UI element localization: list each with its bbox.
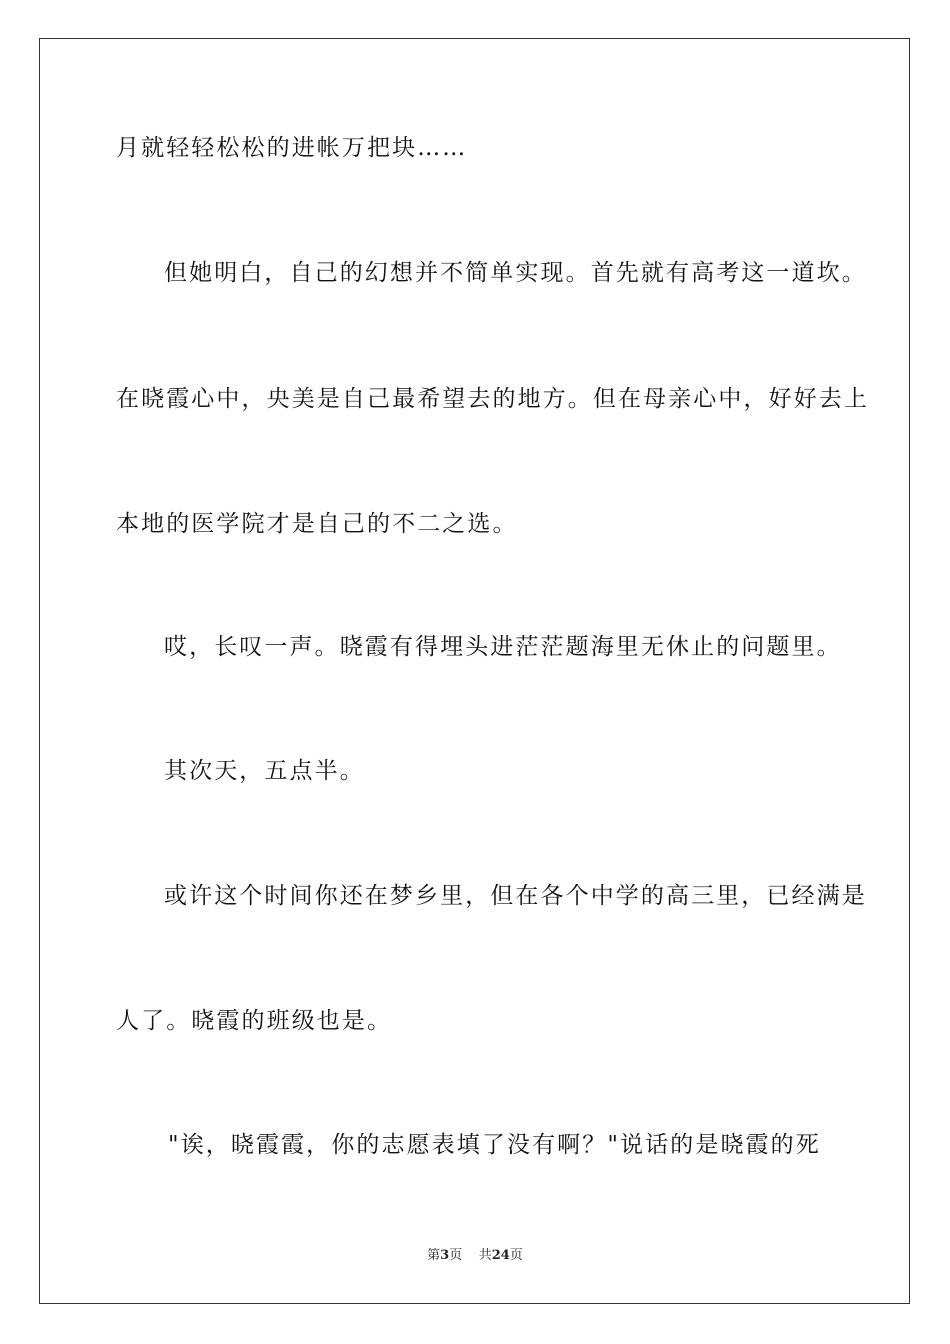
total-pages: 24 xyxy=(491,1248,510,1263)
page-border xyxy=(39,38,910,1304)
text-line-4: 本地的医学院才是自己的不二之选。 xyxy=(116,511,518,537)
page-prefix: 第 xyxy=(427,1248,441,1263)
text-line-2: 但她明白，自己的幻想并不简单实现。首先就有高考这一道坎。 xyxy=(164,260,867,286)
text-line-9: "诶，晓霞霞，你的志愿表填了没有啊？"说话的是晓霞的死 xyxy=(168,1132,821,1158)
text-line-6: 其次天，五点半。 xyxy=(164,758,365,784)
text-line-1: 月就轻轻松松的进帐万把块…… xyxy=(116,135,468,161)
page-suffix: 页 xyxy=(449,1248,463,1263)
page-footer xyxy=(0,1247,950,1265)
text-line-5: 哎，长叹一声。晓霞有得埋头进茫茫题海里无休止的问题里。 xyxy=(164,634,842,660)
page-number: 3 xyxy=(440,1248,450,1263)
total-suffix: 页 xyxy=(509,1248,523,1263)
text-line-8: 人了。晓霞的班级也是。 xyxy=(116,1008,393,1034)
text-line-3: 在晓霞心中，央美是自己最希望去的地方。但在母亲心中，好好去上 xyxy=(116,386,869,412)
total-prefix: 共 xyxy=(478,1248,492,1263)
text-line-7: 或许这个时间你还在梦乡里，但在各个中学的高三里，已经满是 xyxy=(164,883,867,909)
